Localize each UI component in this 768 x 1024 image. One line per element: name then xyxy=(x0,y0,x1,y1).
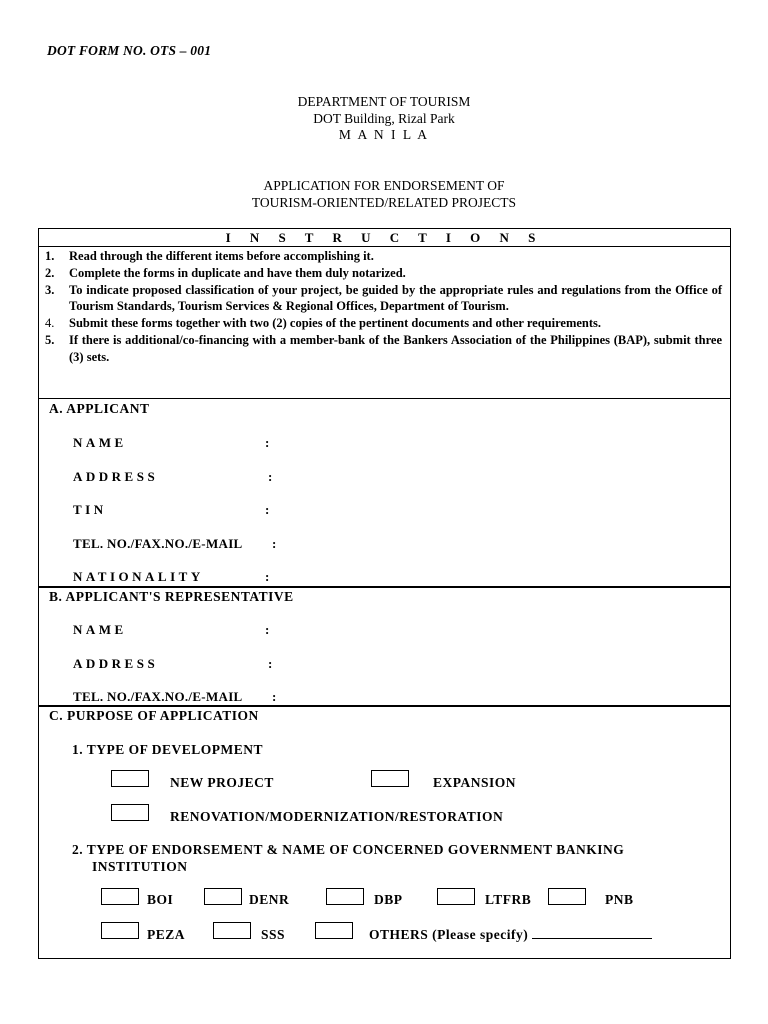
endorsement-type-heading-cont: INSTITUTION xyxy=(92,859,188,874)
new-project-checkbox[interactable] xyxy=(111,770,149,787)
instruction-text: To indicate proposed classification of your project, be guided by the appropriate rules and regulations from the Office of Tourism Standards, Tourism Services & Regional Offices, Department of Tourism. xyxy=(69,282,722,314)
form-title xyxy=(0,178,768,211)
representative-name-label: NAME xyxy=(73,622,127,637)
form-number: DOT FORM NO. OTS – 001 xyxy=(47,43,212,58)
expansion-checkbox[interactable] xyxy=(371,770,409,787)
form-title-line1: APPLICATION FOR ENDORSEMENT OF xyxy=(263,178,505,193)
instruction-text: Complete the forms in duplicate and have them duly notarized. xyxy=(69,265,406,280)
applicant-nationality-label: NATIONALITY xyxy=(73,569,204,584)
representative-address-colon[interactable]: : xyxy=(268,656,273,671)
boi-label: BOI xyxy=(147,892,174,907)
instruction-text: If there is additional/co-financing with a member-bank of the Bankers Association of the Philippines (BAP), submit three (3) sets. xyxy=(69,332,722,364)
denr-checkbox[interactable] xyxy=(204,888,242,905)
renovation-label: RENOVATION/MODERNIZATION/RESTORATION xyxy=(170,809,504,824)
dbp-label: DBP xyxy=(374,892,403,907)
applicant-name-colon[interactable]: : xyxy=(265,435,270,450)
section-representative xyxy=(38,586,731,707)
applicant-address-colon[interactable]: : xyxy=(268,469,273,484)
department-city: M A N I L A xyxy=(338,127,430,142)
ltfrb-checkbox[interactable] xyxy=(437,888,475,905)
department-name: DEPARTMENT OF TOURISM xyxy=(297,94,471,109)
pnb-label: PNB xyxy=(605,892,634,907)
others-checkbox[interactable] xyxy=(315,922,353,939)
peza-label: PEZA xyxy=(147,927,186,942)
sss-label: SSS xyxy=(261,927,286,942)
applicant-contact-label: TEL. NO./FAX.NO./E-MAIL xyxy=(73,536,243,551)
instructions-list xyxy=(45,248,722,366)
applicant-address-label: ADDRESS xyxy=(73,469,159,484)
instruction-number: 5. xyxy=(45,332,55,347)
instructions-heading: I N S T R U C T I O N S xyxy=(39,229,730,247)
others-option xyxy=(369,927,652,943)
representative-address-label: ADDRESS xyxy=(73,656,159,671)
form-title-line2: TOURISM-ORIENTED/RELATED PROJECTS xyxy=(251,194,517,210)
instruction-item xyxy=(45,332,722,366)
development-type-heading: 1. TYPE OF DEVELOPMENT xyxy=(72,742,264,757)
others-specify-line[interactable] xyxy=(532,927,652,939)
instruction-item xyxy=(45,282,722,316)
instruction-number: 1. xyxy=(45,249,55,263)
section-applicant xyxy=(38,398,731,588)
instruction-text: Submit these forms together with two (2) copies of the pertinent documents and other requirements. xyxy=(69,316,602,331)
department-building: DOT Building, Rizal Park xyxy=(313,110,455,126)
new-project-label: NEW PROJECT xyxy=(170,775,274,790)
applicant-nationality-colon[interactable]: : xyxy=(265,569,270,584)
section-purpose xyxy=(38,705,731,959)
instruction-item xyxy=(45,315,722,332)
instruction-text: Read through the different items before accomplishing it. xyxy=(69,249,374,263)
instructions-box xyxy=(38,228,731,399)
dbp-checkbox[interactable] xyxy=(326,888,364,905)
agency-header xyxy=(0,94,768,144)
representative-name-colon[interactable]: : xyxy=(265,622,270,637)
representative-contact-colon[interactable]: : xyxy=(272,689,277,704)
pnb-checkbox[interactable] xyxy=(548,888,586,905)
others-label: OTHERS (Please specify) xyxy=(369,927,529,942)
sss-checkbox[interactable] xyxy=(213,922,251,939)
section-a-title: A. APPLICANT xyxy=(49,401,150,416)
instruction-number: 4. xyxy=(45,316,55,331)
endorsement-type-heading: 2. TYPE OF ENDORSEMENT & NAME OF CONCERNED GOVERNMENT BANKING xyxy=(72,842,625,857)
boi-checkbox[interactable] xyxy=(101,888,139,905)
renovation-checkbox[interactable] xyxy=(111,804,149,821)
instruction-number: 3. xyxy=(45,282,55,297)
instruction-item xyxy=(45,248,722,265)
instruction-item xyxy=(45,265,722,282)
peza-checkbox[interactable] xyxy=(101,922,139,939)
representative-contact-label: TEL. NO./FAX.NO./E-MAIL xyxy=(73,689,243,704)
denr-label: DENR xyxy=(249,892,290,907)
instruction-number: 2. xyxy=(45,265,55,280)
applicant-name-label: NAME xyxy=(73,435,127,450)
applicant-tin-colon[interactable]: : xyxy=(265,502,270,517)
applicant-tin-label: TIN xyxy=(73,502,107,517)
applicant-contact-colon[interactable]: : xyxy=(272,536,277,551)
ltfrb-label: LTFRB xyxy=(485,892,532,907)
section-c-title: C. PURPOSE OF APPLICATION xyxy=(49,708,259,723)
expansion-label: EXPANSION xyxy=(433,775,517,790)
section-b-title: B. APPLICANT'S REPRESENTATIVE xyxy=(49,589,294,604)
